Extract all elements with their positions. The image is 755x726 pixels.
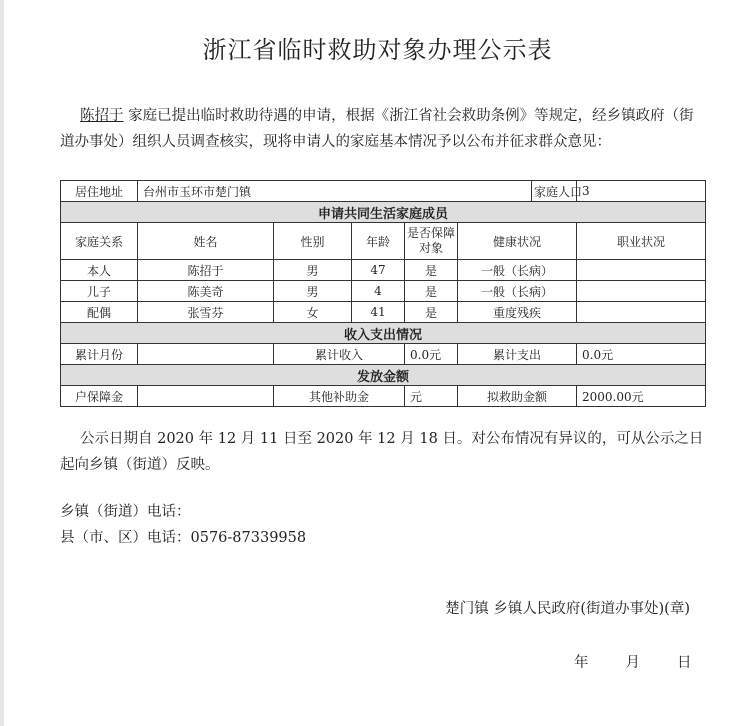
member-job xyxy=(577,302,706,323)
member-covered: 是 xyxy=(405,302,458,323)
expense-value: 0.0元 xyxy=(577,344,706,365)
member-relation: 本人 xyxy=(61,260,138,281)
document-title: 浙江省临时救助对象办理公示表 xyxy=(202,36,553,64)
income-section-header: 收入支出情况 xyxy=(61,323,706,344)
table-row xyxy=(61,281,706,302)
header-gender: 性别 xyxy=(274,223,352,260)
population-value: 3 xyxy=(577,181,706,202)
member-name: 陈招于 xyxy=(138,260,274,281)
months-label: 累计月份 xyxy=(61,344,138,365)
header-age: 年龄 xyxy=(352,223,405,260)
proposed-amount-label: 拟救助金额 xyxy=(458,386,577,407)
member-age: 4 xyxy=(352,281,405,302)
member-job xyxy=(577,260,706,281)
member-job xyxy=(577,281,706,302)
town-phone: 乡镇（街道）电话： xyxy=(60,504,191,520)
population-label: 家庭人口 xyxy=(532,181,577,202)
member-age: 41 xyxy=(352,302,405,323)
table-row xyxy=(61,260,706,281)
header-covered: 是否保障对象 xyxy=(405,223,458,260)
header-job: 职业状况 xyxy=(577,223,706,260)
date-year: 年 xyxy=(574,655,589,671)
notice-paragraph: 公示日期自 2020 年 12 月 11 日至 2020 年 12 月 18 日。对公布情况有异议的，可从公示之日起向乡镇（街道）反映。 xyxy=(60,431,704,473)
member-gender: 男 xyxy=(274,281,352,302)
member-health: 一般（长病） xyxy=(458,281,577,302)
applicant-name: 陈招于 xyxy=(80,108,124,124)
household-label: 户保障金 xyxy=(61,386,138,407)
signature-line: 楚门镇 乡镇人民政府(街道办事处)(章) xyxy=(445,601,690,617)
county-phone: 县（市、区）电话：0576-87339958 xyxy=(60,530,307,546)
members-section-header: 申请共同生活家庭成员 xyxy=(61,202,706,223)
info-table xyxy=(60,180,706,407)
date-day: 日 xyxy=(677,655,692,671)
months-value xyxy=(138,344,274,365)
header-health: 健康状况 xyxy=(458,223,577,260)
page-edge xyxy=(0,0,4,726)
member-relation: 配偶 xyxy=(61,302,138,323)
member-health: 重度残疾 xyxy=(458,302,577,323)
intro-text: 家庭已提出临时救助待遇的申请，根据《浙江省社会救助条例》等规定，经乡镇政府（街道办事处）组织人员调查核实，现将申请人的家庭基本情况予以公布并征求群众意见： xyxy=(60,108,694,150)
expense-label: 累计支出 xyxy=(458,344,577,365)
table-row xyxy=(61,302,706,323)
address-value: 台州市玉环市楚门镇 xyxy=(138,181,532,202)
header-relation: 家庭关系 xyxy=(61,223,138,260)
member-health: 一般（长病） xyxy=(458,260,577,281)
proposed-amount-value: 2000.00元 xyxy=(577,386,706,407)
member-name: 陈美奇 xyxy=(138,281,274,302)
member-covered: 是 xyxy=(405,260,458,281)
header-name: 姓名 xyxy=(138,223,274,260)
household-value xyxy=(138,386,274,407)
address-label: 居住地址 xyxy=(61,181,138,202)
income-label: 累计收入 xyxy=(274,344,405,365)
date-month: 月 xyxy=(625,655,640,671)
intro-paragraph xyxy=(60,103,705,155)
income-value: 0.0元 xyxy=(405,344,458,365)
member-age: 47 xyxy=(352,260,405,281)
member-gender: 女 xyxy=(274,302,352,323)
other-subsidy-label: 其他补助金 xyxy=(274,386,405,407)
other-subsidy-value: 元 xyxy=(405,386,458,407)
member-name: 张雪芬 xyxy=(138,302,274,323)
member-gender: 男 xyxy=(274,260,352,281)
payment-section-header: 发放金额 xyxy=(61,365,706,386)
member-relation: 儿子 xyxy=(61,281,138,302)
date-line xyxy=(574,651,692,672)
member-covered: 是 xyxy=(405,281,458,302)
